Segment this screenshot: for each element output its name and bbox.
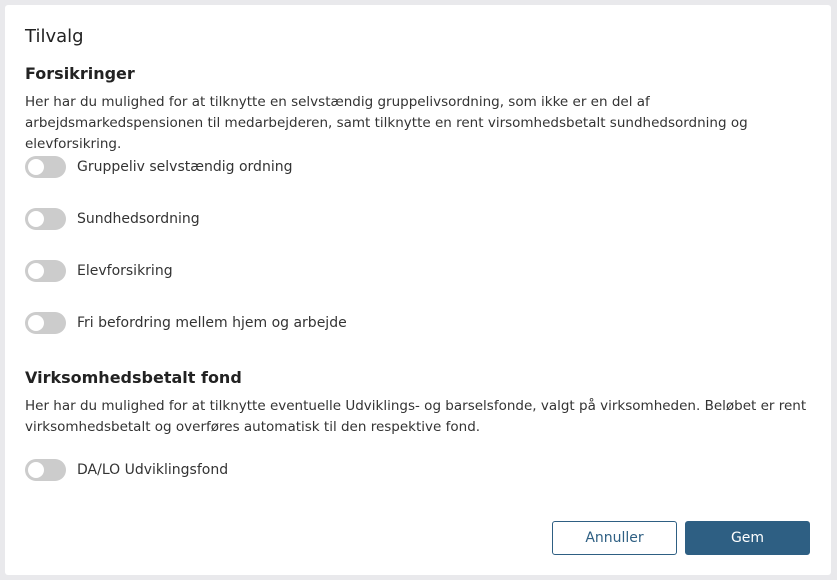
toggle-row-sundhedsordning[interactable]	[25, 207, 200, 231]
toggle-label-sundhedsordning: Sundhedsordning	[77, 211, 200, 227]
toggle-knob	[28, 315, 44, 331]
options-dialog	[5, 5, 831, 575]
toggle-label-elevforsikring: Elevforsikring	[77, 263, 173, 279]
section-description-fond: Her har du mulighed for at tilknytte eventuelle Udviklings- og barselsfonde, valgt på virksomheden. Beløbet er rent virksomhedsbetalt og overføres automatisk til den respektive fond.	[25, 398, 807, 435]
gruppeliv-toggle[interactable]	[25, 156, 66, 178]
cancel-button[interactable]: Annuller	[552, 521, 677, 555]
toggle-knob	[28, 263, 44, 279]
dalo-udviklingsfond-toggle[interactable]	[25, 459, 66, 481]
toggle-row-dalo-udviklingsfond[interactable]	[25, 458, 228, 482]
section-description-forsikringer: Her har du mulighed for at tilknytte en selvstændig gruppelivsordning, som ikke er en del af arbejdsmarkedspensionen til medarbejderen, samt tilknytte en rent virsomhedsbetalt sundhedsordning og elevforsikring.	[25, 94, 748, 152]
toggle-row-gruppeliv[interactable]	[25, 155, 292, 179]
toggle-label-gruppeliv: Gruppeliv selvstændig ordning	[77, 159, 293, 175]
save-button[interactable]: Gem	[685, 521, 810, 555]
sundhedsordning-toggle[interactable]	[25, 208, 66, 230]
toggle-knob	[28, 211, 44, 227]
elevforsikring-toggle[interactable]	[25, 260, 66, 282]
fri-befordring-toggle[interactable]	[25, 312, 66, 334]
toggle-label-fri-befordring: Fri befordring mellem hjem og arbejde	[77, 315, 347, 331]
toggle-label-dalo-udviklingsfond: DA/LO Udviklingsfond	[77, 462, 229, 478]
toggle-knob	[28, 159, 44, 175]
section-heading-forsikringer: Forsikringer	[25, 64, 135, 83]
toggle-row-fri-befordring[interactable]	[25, 311, 347, 335]
toggle-row-elevforsikring[interactable]	[25, 259, 173, 283]
dialog-title: Tilvalg	[25, 26, 84, 47]
toggle-knob	[28, 462, 44, 478]
section-heading-fond: Virksomhedsbetalt fond	[25, 368, 242, 387]
